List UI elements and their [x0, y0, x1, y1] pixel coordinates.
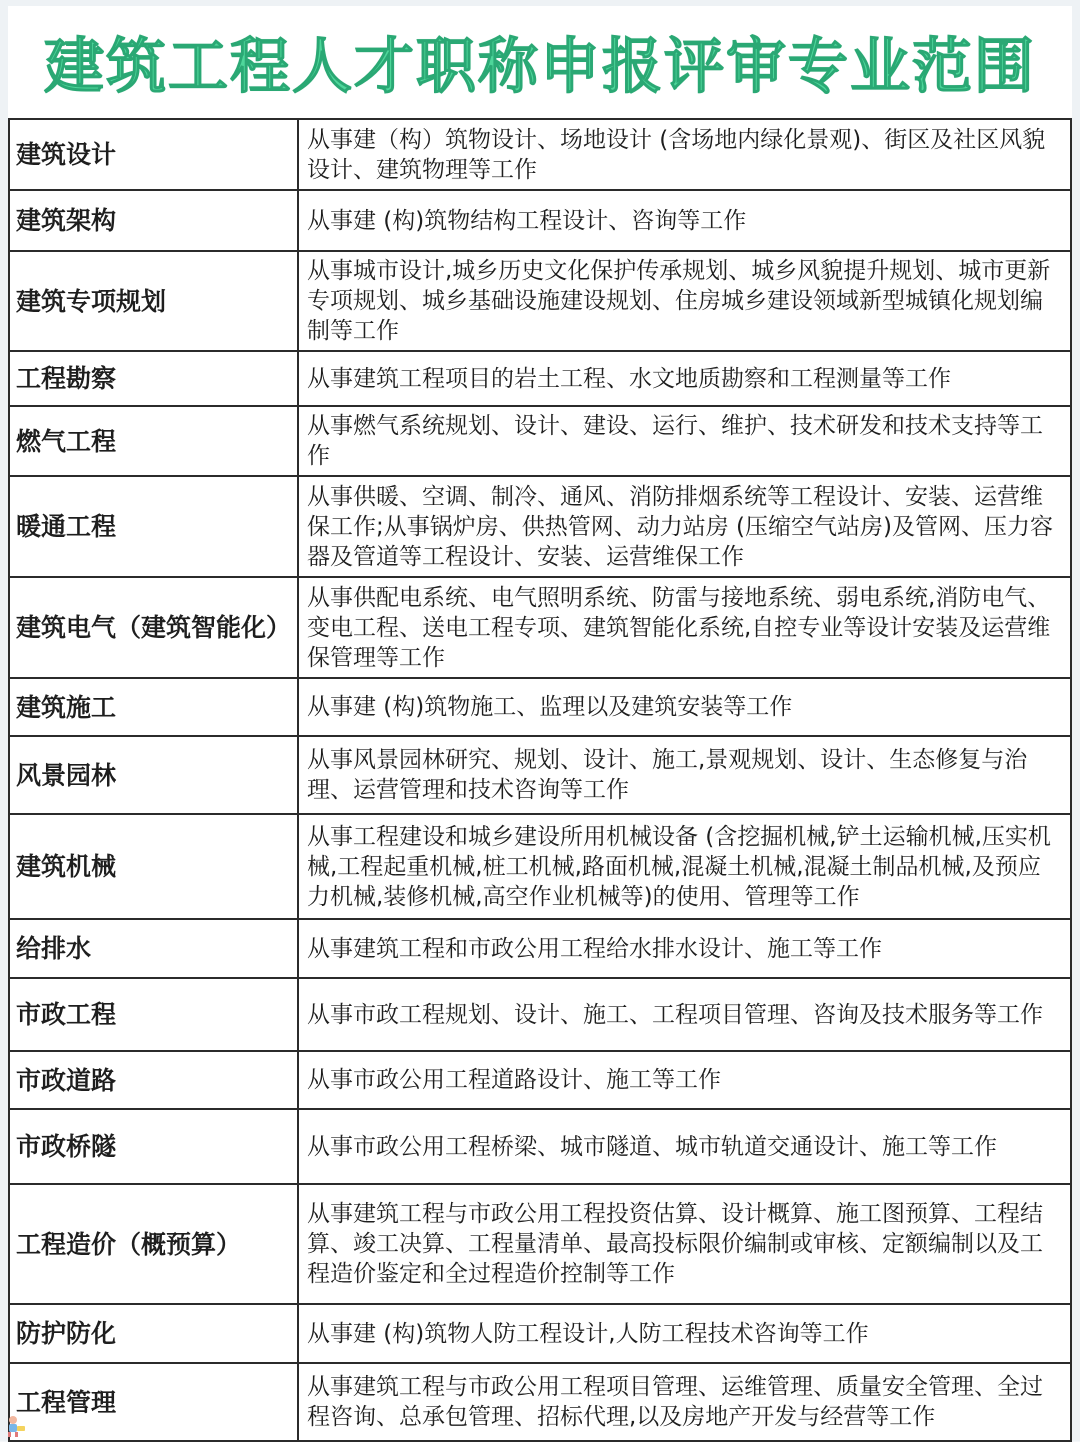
category-cell: 市政道路	[9, 1051, 298, 1109]
category-cell: 建筑机械	[9, 814, 298, 919]
scope-cell: 从事建筑工程项目的岩土工程、水文地质勘察和工程测量等工作	[298, 351, 1071, 406]
category-cell: 市政桥隧	[9, 1109, 298, 1184]
table-row	[9, 119, 1071, 190]
category-cell: 建筑设计	[9, 119, 298, 190]
category-cell: 市政工程	[9, 978, 298, 1051]
scope-cell: 从事建 (构)筑物结构工程设计、咨询等工作	[298, 190, 1071, 251]
table-row	[9, 577, 1071, 678]
scope-cell: 从事工程建设和城乡建设所用机械设备 (含挖掘机械,铲土运输机械,压实机械,工程起重机械,桩工机械,路面机械,混凝土机械,混凝土制品机械,及预应力机械,装修机械,高空作业机械等)的使用、管理等工作	[298, 814, 1071, 919]
scope-cell: 从事市政工程规划、设计、施工、工程项目管理、咨询及技术服务等工作	[298, 978, 1071, 1051]
table-row	[9, 736, 1071, 814]
category-cell: 防护防化	[9, 1304, 298, 1363]
category-cell: 建筑专项规划	[9, 251, 298, 351]
table-row	[9, 919, 1071, 978]
table-row	[9, 251, 1071, 351]
table-row	[9, 678, 1071, 736]
table-row	[9, 814, 1071, 919]
table-row	[9, 978, 1071, 1051]
table-row	[9, 351, 1071, 406]
category-cell: 风景园林	[9, 736, 298, 814]
table-row	[9, 1363, 1071, 1441]
table-row	[9, 1051, 1071, 1109]
scope-cell: 从事市政公用工程道路设计、施工等工作	[298, 1051, 1071, 1109]
category-cell: 建筑施工	[9, 678, 298, 736]
scope-cell: 从事风景园林研究、规划、设计、施工,景观规划、设计、生态修复与治理、运营管理和技术咨询等工作	[298, 736, 1071, 814]
scope-cell: 从事城市设计,城乡历史文化保护传承规划、城乡风貌提升规划、城市更新专项规划、城乡基础设施建设规划、住房城乡建设领域新型城镇化规划编制等工作	[298, 251, 1071, 351]
table-row	[9, 1184, 1071, 1304]
category-cell: 工程管理	[9, 1363, 298, 1441]
table-row	[9, 1109, 1071, 1184]
category-cell: 工程造价（概预算）	[9, 1184, 298, 1304]
scope-cell: 从事市政公用工程桥梁、城市隧道、城市轨道交通设计、施工等工作	[298, 1109, 1071, 1184]
table-row	[9, 1304, 1071, 1363]
table-row	[9, 476, 1071, 577]
figure-sticker-icon	[2, 1414, 28, 1438]
category-cell: 燃气工程	[9, 406, 298, 476]
scope-cell: 从事建 (构)筑物施工、监理以及建筑安装等工作	[298, 678, 1071, 736]
page-title: 建筑工程人才职称申报评审专业范围	[44, 32, 1036, 102]
category-cell: 建筑架构	[9, 190, 298, 251]
scope-cell: 从事供配电系统、电气照明系统、防雷与接地系统、弱电系统,消防电气、变电工程、送电工程专项、建筑智能化系统,自控专业等设计安装及运营维保管理等工作	[298, 577, 1071, 678]
scope-cell: 从事建筑工程和市政公用工程给水排水设计、施工等工作	[298, 919, 1071, 978]
category-cell: 给排水	[9, 919, 298, 978]
scope-cell: 从事建筑工程与市政公用工程投资估算、设计概算、施工图预算、工程结算、竣工决算、工程量清单、最高投标限价编制或审核、定额编制以及工程造价鉴定和全过程造价控制等工作	[298, 1184, 1071, 1304]
category-cell: 暖通工程	[9, 476, 298, 577]
table-row	[9, 406, 1071, 476]
scope-cell: 从事供暖、空调、制冷、通风、消防排烟系统等工程设计、安装、运营维保工作;从事锅炉房、供热管网、动力站房 (压缩空气站房)及管网、压力容器及管道等工程设计、安装、运营维保工作	[298, 476, 1071, 577]
table-row	[9, 190, 1071, 251]
title-bar	[8, 6, 1072, 118]
scope-cell: 从事燃气系统规划、设计、建设、运行、维护、技术研发和技术支持等工作	[298, 406, 1071, 476]
category-cell: 工程勘察	[9, 351, 298, 406]
category-cell: 建筑电气（建筑智能化）	[9, 577, 298, 678]
scope-cell: 从事建（构）筑物设计、场地设计 (含场地内绿化景观)、街区及社区风貌设计、建筑物理等工作	[298, 119, 1071, 190]
scope-cell: 从事建 (构)筑物人防工程设计,人防工程技术咨询等工作	[298, 1304, 1071, 1363]
scope-cell: 从事建筑工程与市政公用工程项目管理、运维管理、质量安全管理、全过程咨询、总承包管理、招标代理,以及房地产开发与经营等工作	[298, 1363, 1071, 1441]
scope-table	[8, 118, 1072, 1442]
